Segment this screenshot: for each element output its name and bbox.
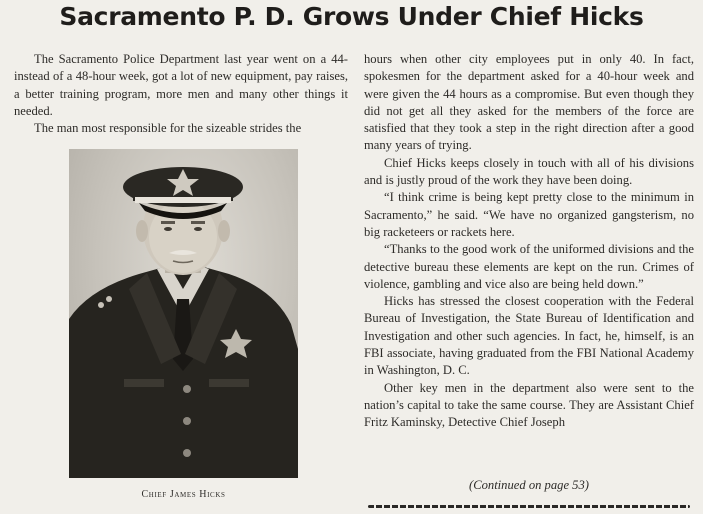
article-headline: Sacramento P. D. Grows Under Chief Hicks bbox=[59, 2, 644, 31]
paragraph: Hicks has stressed the closest cooperation with the Federal Bureau of Investigation, the State Bureau of Identification and Investigation and other such agencies. In fact, he, himself, is an FBI associate, having graduated from the FBI National Academy in Washington, D. C. bbox=[364, 294, 694, 378]
paragraph: The Sacramento Police Department last year went on a 44- instead of a 48-hour week, got a lot of new equipment, pay raises, a better training program, more men and many other things it needed. bbox=[14, 52, 348, 118]
section-divider bbox=[368, 505, 690, 508]
portrait-illustration bbox=[69, 149, 298, 478]
photo-caption: Chief James Hicks bbox=[141, 489, 226, 500]
paragraph: “I think crime is being kept pretty close to the minimum in Sacramento,” he said. “We have no organized gangsterism, no big racketeers or rackets here. bbox=[364, 190, 694, 239]
chief-portrait-photo bbox=[69, 149, 298, 478]
right-column bbox=[364, 51, 694, 432]
paragraph: Chief Hicks keeps closely in touch with all of his divisions and is justly proud of the work they have been doing. bbox=[364, 155, 694, 188]
continued-note: (Continued on page 53) bbox=[469, 478, 589, 492]
paragraph: hours when other city employees put in only 40. In fact, spokesmen for the department asked for a 40-hour week and were given the 44 hours as a compromise. But even though they did not get all they asked for the members of the force are satisfied that they took a step in the right direction after a good many years of trying. bbox=[364, 52, 694, 153]
left-column bbox=[14, 51, 348, 137]
paragraph: The man most responsible for the sizeable strides the bbox=[34, 121, 302, 136]
paragraph: “Thanks to the good work of the uniformed divisions and the detective bureau these elements are kept on the run. Crimes of violence, gambling and vice also are being held down.” bbox=[364, 242, 694, 291]
paragraph: Other key men in the department also were sent to the nation’s capital to take the same course. They are Assistant Chief Fritz Kaminsky, Detective Chief Joseph bbox=[364, 380, 694, 430]
